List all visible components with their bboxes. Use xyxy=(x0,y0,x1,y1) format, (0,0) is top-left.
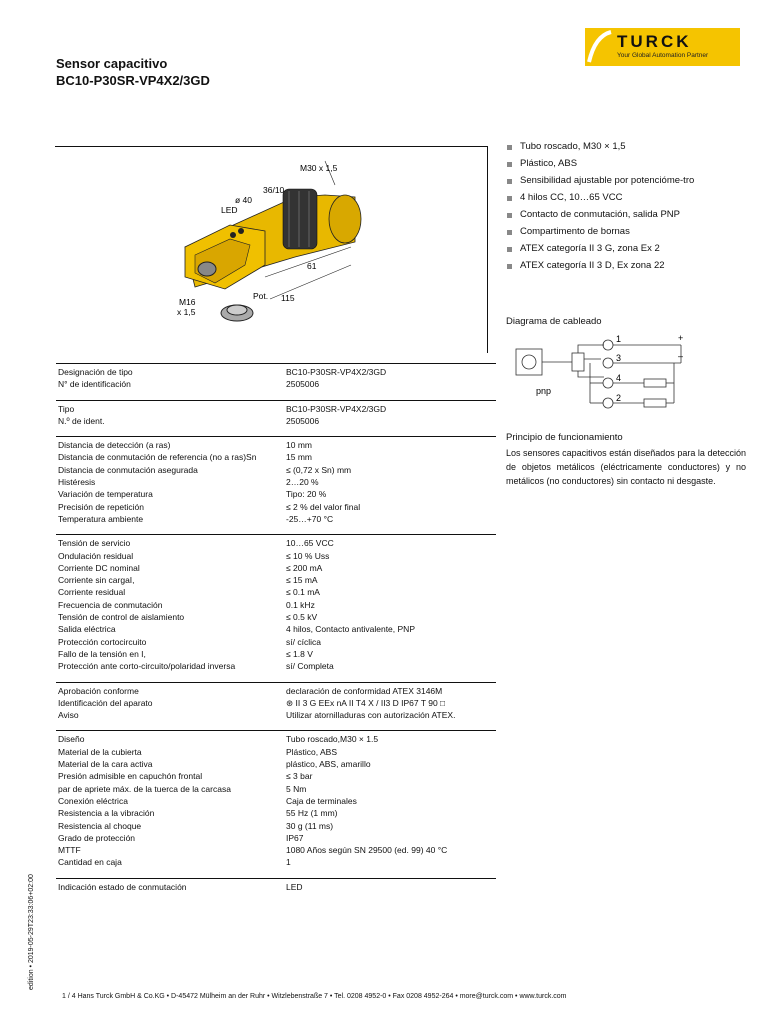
spec-row xyxy=(56,746,496,758)
spec-key: Distancia de detección (a ras) xyxy=(58,440,171,451)
spec-value: BC10-P30SR-VP4X2/3GD xyxy=(286,367,387,377)
spec-key: Cantidad en caja xyxy=(58,857,122,868)
spec-row xyxy=(56,636,496,648)
spec-key: Histéresis xyxy=(58,477,96,488)
spec-value: 2…20 % xyxy=(286,477,319,488)
spec-key: Protección ante corto-circuito/polaridad inversa xyxy=(58,661,236,672)
spec-value: 2505006 xyxy=(286,379,320,390)
spec-key: Fallo de la tensión en I, xyxy=(58,648,146,659)
spec-value: ≤ 3 bar xyxy=(286,771,313,782)
spec-value: Caja de terminales xyxy=(286,795,357,806)
spec-key: Tipo xyxy=(58,403,75,414)
spec-value: ≤ 1.8 V xyxy=(286,648,313,659)
dim-61: 61 xyxy=(307,261,317,271)
spec-key: Corriente sin cargaI, xyxy=(58,575,135,586)
spec-key: Distancia de conmutación asegurada xyxy=(58,464,198,475)
spec-group xyxy=(56,730,496,868)
spec-key: Aviso xyxy=(58,710,79,721)
wiring-diagram xyxy=(506,331,696,424)
spec-row xyxy=(56,648,496,660)
spec-row xyxy=(56,501,496,513)
spec-row xyxy=(56,513,496,525)
spec-key: Diseño xyxy=(58,734,85,745)
spec-row xyxy=(56,709,496,721)
spec-key: Grado de protección xyxy=(58,832,136,843)
spec-key: Ondulación residual xyxy=(58,550,134,561)
spec-key: Distancia de conmutación de referencia (no a ras)Sn xyxy=(58,452,257,463)
spec-value: sí/ Completa xyxy=(286,661,334,672)
feature-item: ATEX categoría II 3 D, Ex zona 22 xyxy=(506,260,746,272)
spec-value: ≤ (0,72 x Sn) mm xyxy=(286,464,352,475)
spec-value: BC10-P30SR-VP4X2/3GD xyxy=(286,403,387,414)
spec-value: 10 mm xyxy=(286,440,312,451)
spec-row xyxy=(56,832,496,844)
label-led: LED xyxy=(221,205,238,215)
label-m16: M16 xyxy=(179,297,196,307)
spec-value: plástico, ABS, amarillo xyxy=(286,759,371,770)
spec-row xyxy=(56,685,496,697)
feature-item: Tubo roscado, M30 × 1,5 xyxy=(506,141,746,153)
spec-row xyxy=(56,770,496,782)
spec-value: LED xyxy=(286,881,303,892)
dim-115: 115 xyxy=(281,293,295,303)
dim-wrench: 36/10 xyxy=(263,185,285,195)
spec-row xyxy=(56,611,496,623)
spec-value: -25…+70 °C xyxy=(286,513,334,524)
spec-value: Tubo roscado,M30 × 1.5 xyxy=(286,734,379,745)
spec-row xyxy=(56,844,496,856)
spec-row xyxy=(56,439,496,451)
spec-group xyxy=(56,436,496,525)
terminal-4: 4 xyxy=(616,373,622,383)
principle-text: Los sensores capacitivos están diseñados para la detección de objetos metálicos (eléctricamente conductores) y no metálicos (no conductores) sin contacto ni desgaste. xyxy=(506,448,746,486)
spec-key: Corriente residual xyxy=(58,587,126,598)
spec-value: 2505006 xyxy=(286,415,320,426)
spec-group xyxy=(56,400,496,428)
spec-value: ≤ 2 % del valor final xyxy=(286,501,361,512)
page-title xyxy=(56,55,210,89)
spec-row xyxy=(56,599,496,611)
feature-item: Compartimento de bornas xyxy=(506,226,746,238)
spec-key: Material de la cara activa xyxy=(58,759,153,770)
spec-value: sí/ cíclica xyxy=(286,636,321,647)
spec-key: Resistencia al choque xyxy=(58,820,142,831)
spec-value: 55 Hz (1 mm) xyxy=(286,808,338,819)
edition-stamp: edition • 2019-05-29T23:33:06+02:00 xyxy=(28,874,35,990)
spec-key: Temperatura ambiente xyxy=(58,513,144,524)
spec-value: 1 xyxy=(286,857,291,868)
spec-key: par de apriete máx. de la tuerca de la carcasa xyxy=(58,783,231,794)
label-x15: x 1,5 xyxy=(177,307,196,317)
sensor-drawing xyxy=(55,147,487,353)
spec-row xyxy=(56,574,496,586)
spec-key: Frecuencia de conmutación xyxy=(58,599,163,610)
spec-value: ⊛ II 3 G EEx nA II T4 X / II3 D IP67 T 90 □ xyxy=(286,697,446,708)
spec-row xyxy=(56,795,496,807)
feature-item: ATEX categoría II 3 G, zona Ex 2 xyxy=(506,243,746,255)
spec-key: MTTF xyxy=(58,845,81,856)
spec-row xyxy=(56,562,496,574)
spec-table xyxy=(56,363,496,902)
spec-row xyxy=(56,403,496,415)
spec-row xyxy=(56,451,496,463)
wiring-svg xyxy=(506,331,696,419)
feature-list xyxy=(506,141,746,277)
spec-value: 0.1 kHz xyxy=(286,599,315,610)
spec-key: Presión admisible en capuchón frontal xyxy=(58,771,203,782)
spec-key: Corriente DC nominal xyxy=(58,562,140,573)
spec-value: 30 g (11 ms) xyxy=(286,820,334,831)
spec-row xyxy=(56,537,496,549)
spec-row xyxy=(56,697,496,709)
page-footer: 1 / 4 Hans Turck GmbH & Co.KG • D-45472 Mülheim an der Ruhr • Witzlebenstraße 7 • Tel. 0208 4952-0 • Fax 0208 4952-264 • more@turck.com • www.turck.com xyxy=(62,993,567,1000)
terminal-2: 2 xyxy=(616,393,622,403)
spec-value: ≤ 0.5 kV xyxy=(286,612,318,623)
spec-row xyxy=(56,733,496,745)
spec-row xyxy=(56,856,496,868)
spec-key: Tensión de servicio xyxy=(58,538,131,549)
spec-row xyxy=(56,378,496,390)
plus-label: + xyxy=(678,333,684,343)
dim-diameter: ø 40 xyxy=(235,195,253,205)
terminal-1: 1 xyxy=(616,334,622,344)
spec-value: Utilizar atornilladuras con autorización ATEX. xyxy=(286,710,456,721)
spec-value: 15 mm xyxy=(286,452,312,463)
spec-row xyxy=(56,586,496,598)
spec-row xyxy=(56,464,496,476)
spec-row xyxy=(56,783,496,795)
spec-value: Plástico, ABS xyxy=(286,746,338,757)
turck-logo xyxy=(585,28,740,66)
title-line-2: BC10-P30SR-VP4X2/3GD xyxy=(56,73,210,88)
spec-key: N.º de ident. xyxy=(58,415,105,426)
spec-key: Identificación del aparato xyxy=(58,697,153,708)
spec-row xyxy=(56,623,496,635)
logo-tagline: Your Global Automation Partner xyxy=(617,52,709,59)
spec-key: Resistencia a la vibración xyxy=(58,808,155,819)
minus-label: – xyxy=(678,351,684,361)
spec-key: Indicación estado de conmutación xyxy=(58,881,187,892)
spec-key: Aprobación conforme xyxy=(58,685,139,696)
feature-item: 4 hilos CC, 10…65 VCC xyxy=(506,192,746,204)
spec-key: Salida eléctrica xyxy=(58,624,116,635)
spec-row xyxy=(56,758,496,770)
spec-row xyxy=(56,476,496,488)
spec-value: 4 hilos, Contacto antivalente, PNP xyxy=(286,624,415,635)
spec-group xyxy=(56,682,496,722)
spec-value: IP67 xyxy=(286,832,304,843)
spec-key: Material de la cubierta xyxy=(58,746,142,757)
spec-group xyxy=(56,878,496,893)
spec-value: ≤ 10 % Uss xyxy=(286,550,330,561)
spec-key: Protección cortocircuito xyxy=(58,636,147,647)
wiring-title: Diagrama de cableado xyxy=(506,316,602,327)
spec-row xyxy=(56,807,496,819)
label-pot: Pot. xyxy=(253,291,269,301)
spec-value: 1080 Años según SN 29500 (ed. 99) 40 °C xyxy=(286,845,448,856)
logo-brand: TURCK xyxy=(617,32,692,51)
terminal-3: 3 xyxy=(616,353,622,363)
principle-title: Principio de funcionamiento xyxy=(506,432,623,443)
sensor-drawing-box xyxy=(55,146,488,353)
spec-key: N° de identificación xyxy=(58,379,131,390)
spec-group xyxy=(56,534,496,672)
spec-group xyxy=(56,363,496,391)
spec-key: Designación de tipo xyxy=(58,367,133,377)
feature-item: Contacto de conmutación, salida PNP xyxy=(506,209,746,221)
spec-value: Tipo: 20 % xyxy=(286,489,327,500)
spec-value: ≤ 200 mA xyxy=(286,562,323,573)
spec-row xyxy=(56,488,496,500)
feature-item: Sensibilidad ajustable por potencióme-tro xyxy=(506,175,746,187)
sensor-body-icon xyxy=(185,189,361,321)
spec-row xyxy=(56,550,496,562)
spec-row xyxy=(56,415,496,427)
spec-row xyxy=(56,366,496,378)
spec-key: Tensión de control de aislamiento xyxy=(58,612,185,623)
spec-row xyxy=(56,881,496,893)
spec-value: 5 Nm xyxy=(286,783,307,794)
spec-key: Variación de temperatura xyxy=(58,489,153,500)
spec-value: ≤ 15 mA xyxy=(286,575,318,586)
spec-row xyxy=(56,660,496,672)
spec-key: Conexión eléctrica xyxy=(58,795,128,806)
feature-item: Plástico, ABS xyxy=(506,158,746,170)
dim-thread: M30 x 1,5 xyxy=(300,163,338,173)
spec-key: Precisión de repetición xyxy=(58,501,144,512)
spec-value: ≤ 0.1 mA xyxy=(286,587,320,598)
spec-value: declaración de conformidad ATEX 3146M xyxy=(286,685,443,696)
pnp-label: pnp xyxy=(536,386,552,396)
title-line-1: Sensor capacitivo xyxy=(56,56,168,71)
spec-value: 10…65 VCC xyxy=(286,538,334,549)
spec-row xyxy=(56,820,496,832)
